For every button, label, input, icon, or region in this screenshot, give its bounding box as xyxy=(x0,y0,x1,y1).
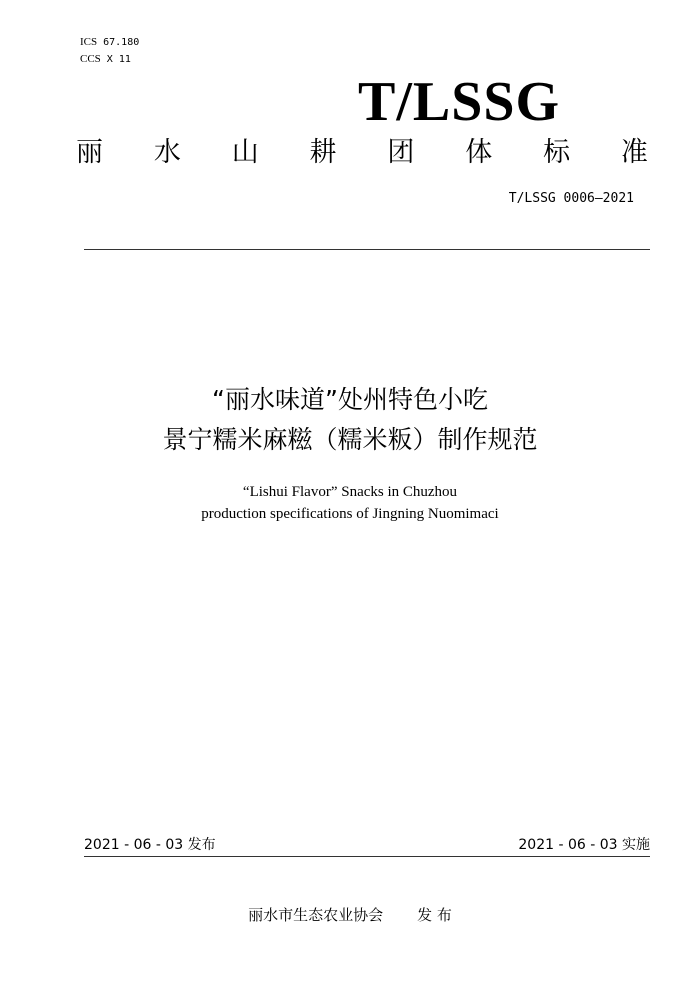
standard-number: T/LSSG 0006—2021 xyxy=(508,191,634,206)
classification-codes xyxy=(80,34,139,68)
ics-code: ICS 67.180 xyxy=(80,36,140,48)
publisher xyxy=(0,904,700,925)
ccs-code: CCS X 11 xyxy=(80,53,131,65)
org-title-char: 标 xyxy=(543,137,571,168)
standard-logo: T/LSSG xyxy=(358,71,561,133)
title-cn-line-1: “丽水味道”处州特色小吃 xyxy=(212,385,488,414)
org-standard-title xyxy=(76,136,648,170)
title-en-line-2: production specifications of Jingning Nuomimaci xyxy=(201,506,499,522)
title-cn-line-2: 景宁糯米麻糍（糯米粄）制作规范 xyxy=(162,425,538,454)
top-divider xyxy=(84,249,650,250)
org-title-char: 耕 xyxy=(309,137,337,168)
title-en-line-1: “Lishui Flavor” Snacks in Chuzhou xyxy=(242,484,458,500)
org-title-char: 准 xyxy=(620,137,648,168)
org-title-char: 团 xyxy=(387,137,415,168)
org-title-char: 体 xyxy=(465,137,493,168)
publish-label: 发 布 xyxy=(417,906,452,924)
issue-date: 2021 - 06 - 03 发布 xyxy=(84,837,216,853)
org-title-char: 山 xyxy=(231,137,259,168)
org-title-char: 丽 xyxy=(76,137,103,168)
implement-date: 2021 - 06 - 03 实施 xyxy=(518,837,650,853)
publisher-name: 丽水市生态农业协会 xyxy=(248,906,384,924)
org-title-char: 水 xyxy=(153,137,181,168)
bottom-divider xyxy=(84,856,650,857)
